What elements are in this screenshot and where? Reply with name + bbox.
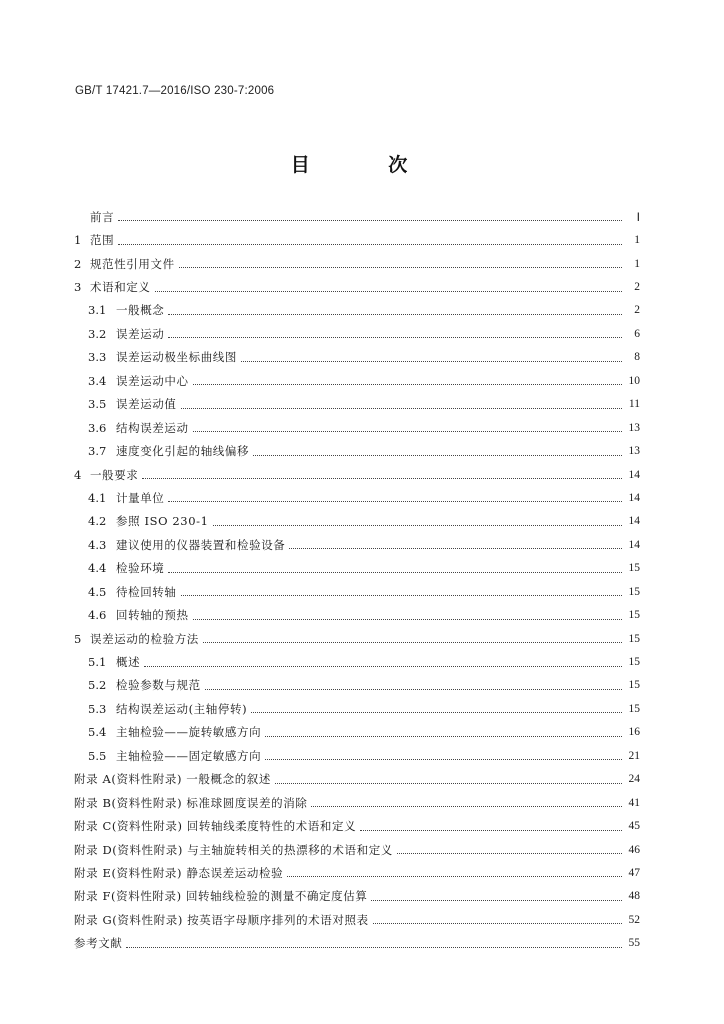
toc-entry-label: 误差运动值 xyxy=(116,397,177,412)
toc-entry-page-number: 14 xyxy=(628,538,640,551)
toc-leader-dots xyxy=(126,935,622,948)
toc-entry-label: 误差运动极坐标曲线图 xyxy=(116,350,237,365)
page-title: 目 次 xyxy=(290,154,444,176)
toc-entry[interactable] xyxy=(74,674,640,697)
toc-leader-dots xyxy=(181,396,623,409)
toc-leader-dots xyxy=(373,911,622,924)
toc-leader-dots xyxy=(275,771,622,784)
toc-leader-dots xyxy=(142,466,622,479)
toc-leader-dots xyxy=(155,279,623,292)
toc-entry-page-number: 15 xyxy=(628,656,640,669)
toc-entry-page-number: 15 xyxy=(628,562,640,575)
toc-entry-page-number: 2 xyxy=(634,304,640,317)
toc-leader-dots xyxy=(289,536,622,549)
toc-entry[interactable] xyxy=(74,533,640,556)
toc-entry[interactable] xyxy=(74,697,640,720)
toc-leader-dots xyxy=(311,794,622,807)
toc-leader-dots xyxy=(360,818,622,831)
toc-entry-label: 速度变化引起的轴线偏移 xyxy=(116,444,250,459)
toc-entry-page-number: 8 xyxy=(634,351,640,364)
toc-entry[interactable] xyxy=(74,932,640,955)
toc-entry[interactable] xyxy=(74,557,640,580)
toc-entry-page-number: 13 xyxy=(628,445,640,458)
toc-leader-dots xyxy=(181,583,623,596)
toc-entry-page-number: 14 xyxy=(628,515,640,528)
toc-entry-label: 附录 G(资料性附录) 按英语字母顺序排列的术语对照表 xyxy=(74,912,369,927)
toc-entry-page-number: 48 xyxy=(628,890,640,903)
toc-entry[interactable] xyxy=(74,510,640,533)
toc-entry[interactable] xyxy=(74,768,640,791)
toc-leader-dots xyxy=(205,677,622,690)
toc-entry[interactable] xyxy=(74,228,640,251)
toc-entry-label: 附录 F(资料性附录) 回转轴线检验的测量不确定度估算 xyxy=(74,889,368,904)
toc-entry-number: 5.1 xyxy=(88,655,107,670)
toc-entry-page-number: 47 xyxy=(628,866,640,879)
toc-leader-dots xyxy=(265,724,622,737)
toc-entry[interactable] xyxy=(74,205,640,228)
toc-entry-label: 附录 D(资料性附录) 与主轴旋转相关的热漂移的术语和定义 xyxy=(74,842,393,857)
toc-entry-number: 3.6 xyxy=(88,420,107,435)
toc-entry-label: 误差运动中心 xyxy=(116,373,189,388)
toc-entry[interactable] xyxy=(74,439,640,462)
toc-entry-number: 5.5 xyxy=(88,748,107,763)
toc-leader-dots xyxy=(168,560,622,573)
toc-entry[interactable] xyxy=(74,346,640,369)
toc-entry[interactable] xyxy=(74,322,640,345)
toc-entry-label: 一般要求 xyxy=(90,467,139,482)
toc-leader-dots xyxy=(168,302,622,315)
toc-entry-label: 规范性引用文件 xyxy=(90,256,175,271)
toc-leader-dots xyxy=(251,700,622,713)
toc-entry-page-number: 10 xyxy=(628,374,640,387)
toc-entry-page-number: 52 xyxy=(628,913,640,926)
standard-number-header: GB/T 17421.7—2016/ISO 230-7:2006 xyxy=(75,85,275,97)
toc-entry-page-number: 15 xyxy=(628,609,640,622)
toc-entry-page-number: 55 xyxy=(628,937,640,950)
toc-entry-page-number: 2 xyxy=(634,281,640,294)
toc-entry[interactable] xyxy=(74,861,640,884)
toc-entry-label: 计量单位 xyxy=(116,490,165,505)
toc-entry-label: 一般概念 xyxy=(116,303,165,318)
toc-entry-label: 附录 A(资料性附录) 一般概念的叙述 xyxy=(74,772,271,787)
toc-entry-label: 建议使用的仪器装置和检验设备 xyxy=(116,537,286,552)
toc-entry-number: 1 xyxy=(74,233,82,248)
toc-leader-dots xyxy=(287,864,622,877)
toc-entry-number: 3 xyxy=(74,280,82,295)
toc-leader-dots xyxy=(118,232,622,245)
toc-entry-number: 4.3 xyxy=(88,537,107,552)
toc-entry[interactable] xyxy=(74,416,640,439)
toc-leader-dots xyxy=(265,747,622,760)
toc-entry-number: 4.2 xyxy=(88,514,107,529)
toc-entry[interactable] xyxy=(74,721,640,744)
toc-entry[interactable] xyxy=(74,369,640,392)
toc-entry-number: 3.3 xyxy=(88,350,107,365)
toc-entry-label: 回转轴的预热 xyxy=(116,608,189,623)
toc-entry-number: 3.5 xyxy=(88,397,107,412)
toc-entry-label: 前言 xyxy=(90,209,115,224)
toc-entry-label: 附录 E(资料性附录) 静态误差运动检验 xyxy=(74,865,284,880)
toc-entry[interactable] xyxy=(74,838,640,861)
toc-leader-dots xyxy=(213,513,622,526)
toc-entry-page-number: 16 xyxy=(628,726,640,739)
toc-leader-dots xyxy=(253,443,622,456)
toc-entry[interactable] xyxy=(74,393,640,416)
toc-entry-number: 3.4 xyxy=(88,373,107,388)
toc-entry[interactable] xyxy=(74,814,640,837)
toc-entry-number: 4.6 xyxy=(88,608,107,623)
toc-entry-page-number: 24 xyxy=(628,773,640,786)
toc-entry-label: 结构误差运动 xyxy=(116,420,189,435)
toc-entry-page-number: 15 xyxy=(628,679,640,692)
toc-entry-page-number: 21 xyxy=(628,749,640,762)
toc-entry-label: 概述 xyxy=(116,655,141,670)
toc-entry-label: 参考文献 xyxy=(74,936,123,951)
toc-entry-number: 4.5 xyxy=(88,584,107,599)
toc-entry-page-number: 6 xyxy=(634,327,640,340)
toc-leader-dots xyxy=(118,208,622,221)
toc-entry[interactable] xyxy=(74,275,640,298)
toc-entry-page-number: 45 xyxy=(628,820,640,833)
toc-entry-page-number: 11 xyxy=(628,398,640,411)
table-of-contents xyxy=(74,205,640,955)
toc-entry-label: 附录 C(资料性附录) 回转轴线柔度特性的术语和定义 xyxy=(74,819,357,834)
toc-entry-label: 误差运动 xyxy=(116,326,165,341)
toc-leader-dots xyxy=(168,325,622,338)
toc-leader-dots xyxy=(193,419,622,432)
toc-leader-dots xyxy=(241,349,622,362)
toc-entry[interactable] xyxy=(74,650,640,673)
toc-entry-label: 参照 ISO 230-1 xyxy=(116,514,209,529)
toc-entry-label: 主轴检验——旋转敏感方向 xyxy=(116,725,262,740)
toc-leader-dots xyxy=(179,255,622,268)
toc-entry[interactable] xyxy=(74,744,640,767)
toc-entry-page-number: 1 xyxy=(634,234,640,247)
toc-entry-page-number: 1 xyxy=(634,257,640,270)
toc-entry[interactable] xyxy=(74,908,640,931)
toc-entry-page-number: 13 xyxy=(628,421,640,434)
toc-entry-number: 4 xyxy=(74,467,82,482)
toc-leader-dots xyxy=(203,630,622,643)
toc-entry[interactable] xyxy=(74,791,640,814)
toc-entry-number: 3.1 xyxy=(88,303,107,318)
toc-leader-dots xyxy=(371,888,622,901)
toc-entry-number: 2 xyxy=(74,256,82,271)
toc-leader-dots xyxy=(193,607,622,620)
toc-entry-number: 5.4 xyxy=(88,725,107,740)
toc-entry-page-number: Ⅰ xyxy=(636,211,640,224)
toc-entry[interactable] xyxy=(74,486,640,509)
toc-leader-dots xyxy=(193,372,622,385)
toc-entry[interactable] xyxy=(74,603,640,626)
toc-entry-page-number: 14 xyxy=(628,491,640,504)
toc-entry-page-number: 46 xyxy=(628,843,640,856)
toc-entry-label: 结构误差运动(主轴停转) xyxy=(116,701,248,716)
toc-entry-page-number: 14 xyxy=(628,468,640,481)
toc-leader-dots xyxy=(397,841,622,854)
toc-entry-number: 3.7 xyxy=(88,444,107,459)
toc-entry-number: 4.1 xyxy=(88,490,107,505)
toc-entry-label: 检验环境 xyxy=(116,561,165,576)
toc-entry-page-number: 15 xyxy=(628,585,640,598)
toc-leader-dots xyxy=(144,654,622,667)
toc-entry-label: 附录 B(资料性附录) 标准球圆度误差的消除 xyxy=(74,795,308,810)
toc-entry-label: 待检回转轴 xyxy=(116,584,177,599)
toc-leader-dots xyxy=(168,489,622,502)
toc-entry-label: 误差运动的检验方法 xyxy=(90,631,199,646)
toc-entry[interactable] xyxy=(74,299,640,322)
toc-entry-page-number: 15 xyxy=(628,632,640,645)
toc-entry[interactable] xyxy=(74,627,640,650)
toc-entry-page-number: 15 xyxy=(628,702,640,715)
toc-entry-number: 5 xyxy=(74,631,82,646)
toc-entry[interactable] xyxy=(74,885,640,908)
toc-entry-page-number: 41 xyxy=(628,796,640,809)
toc-entry[interactable] xyxy=(74,580,640,603)
toc-entry[interactable] xyxy=(74,463,640,486)
toc-entry-label: 术语和定义 xyxy=(90,280,151,295)
toc-entry-number: 5.2 xyxy=(88,678,107,693)
toc-entry[interactable] xyxy=(74,252,640,275)
toc-entry-label: 范围 xyxy=(90,233,115,248)
toc-entry-label: 主轴检验——固定敏感方向 xyxy=(116,748,262,763)
toc-entry-number: 5.3 xyxy=(88,701,107,716)
toc-entry-label: 检验参数与规范 xyxy=(116,678,201,693)
toc-entry-number: 3.2 xyxy=(88,326,107,341)
toc-entry-number: 4.4 xyxy=(88,561,107,576)
